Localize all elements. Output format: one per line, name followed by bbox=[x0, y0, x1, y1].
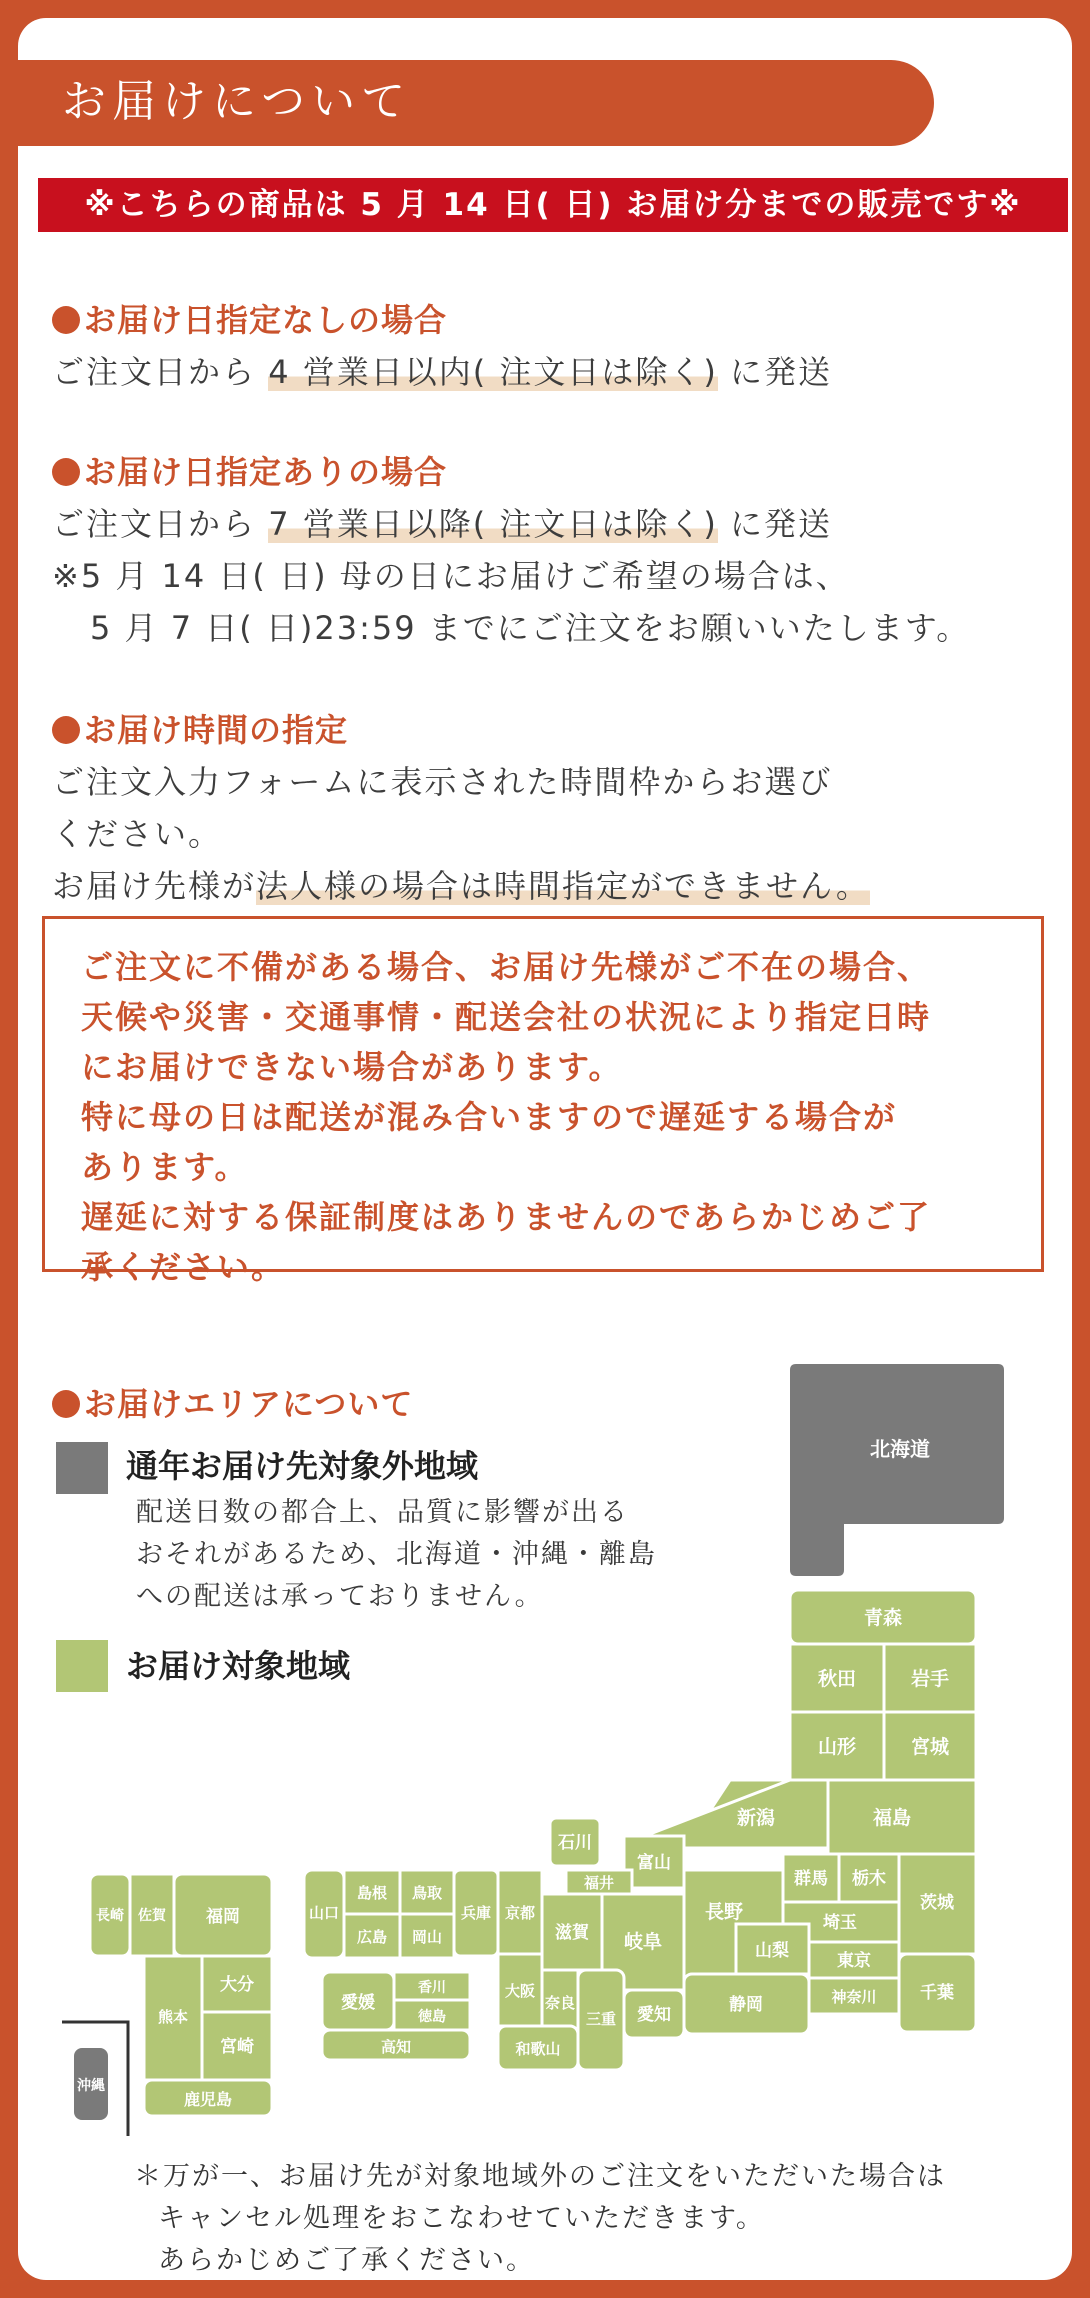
map-label-hokkaido: 北海道 bbox=[870, 1437, 930, 1461]
map-label-gunma: 群馬 bbox=[794, 1869, 828, 1889]
footnote-line: キャンセル処理をおこなわせていただきます。 bbox=[158, 2203, 765, 2234]
map-label-nagano: 長野 bbox=[704, 1901, 744, 1923]
sales-period-notice: ※こちらの商品は 5 月 14 日( 日) お届け分までの販売です※ bbox=[38, 178, 1068, 232]
japan-delivery-map bbox=[18, 18, 1072, 2280]
excluded-legend-title: 通年お届け先対象外地域 bbox=[126, 1447, 479, 1485]
mothers-day-note-1: ※5 月 14 日( 日) 母の日にお届けご希望の場合は、 bbox=[52, 557, 850, 595]
map-label-gifu: 岐阜 bbox=[623, 1931, 663, 1953]
no-date-line-pre: ご注文日から bbox=[52, 353, 257, 391]
with-date-heading-text: お届け日指定ありの場合 bbox=[84, 453, 448, 491]
map-label-kagoshima: 鹿児島 bbox=[183, 2090, 233, 2109]
map-label-chiba: 千葉 bbox=[920, 1983, 954, 2003]
map-label-tochigi: 栃木 bbox=[852, 1869, 886, 1889]
map-label-hiroshima: 広島 bbox=[356, 1928, 388, 1946]
caution-line: あります。 bbox=[81, 1148, 249, 1186]
map-label-yamaguchi: 山口 bbox=[308, 1904, 340, 1922]
map-label-osaka: 大阪 bbox=[504, 1982, 536, 2000]
map-label-mie: 三重 bbox=[585, 2010, 617, 2028]
map-label-oita: 大分 bbox=[220, 1975, 254, 1995]
map-label-shizuoka: 静岡 bbox=[729, 1995, 763, 2015]
map-label-wakayama: 和歌山 bbox=[515, 2040, 561, 2058]
footnote-line: ＊万が一、お届け先が対象地域外のご注文をいただいた場合は bbox=[134, 2161, 946, 2192]
mothers-day-note-2: 5 月 7 日( 日)23:59 までにご注文をお願いいたします。 bbox=[90, 609, 971, 647]
map-label-yamanashi: 山梨 bbox=[755, 1941, 789, 1961]
map-label-kanagawa: 神奈川 bbox=[831, 1988, 877, 2006]
no-date-line-post: に発送 bbox=[730, 353, 833, 391]
map-label-kyoto: 京都 bbox=[504, 1904, 536, 1922]
map-label-kagawa: 香川 bbox=[418, 1980, 446, 1996]
no-date-line-highlight: 4 営業日以内( 注文日は除く) bbox=[268, 353, 718, 391]
time-heading-text: お届け時間の指定 bbox=[84, 711, 349, 749]
region-hokkaido bbox=[790, 1364, 1004, 1576]
map-label-ibaraki: 茨城 bbox=[920, 1893, 954, 1913]
map-label-okayama: 岡山 bbox=[411, 1928, 443, 1946]
no-date-heading-text: お届け日指定なしの場合 bbox=[84, 301, 448, 339]
caution-line: にお届けできない場合があります。 bbox=[81, 1048, 623, 1086]
map-label-kochi: 高知 bbox=[380, 2038, 412, 2056]
excluded-desc-line: 配送日数の都合上、品質に影響が出る bbox=[136, 1497, 629, 1528]
map-label-miyagi: 宮城 bbox=[910, 1736, 950, 1758]
with-date-line-highlight: 7 営業日以降( 注文日は除く) bbox=[268, 505, 718, 543]
map-label-tottori: 鳥取 bbox=[411, 1884, 443, 1902]
map-label-nagasaki: 長崎 bbox=[96, 1908, 124, 1924]
included-legend-title: お届け対象地域 bbox=[126, 1647, 351, 1685]
map-label-yamagata: 山形 bbox=[817, 1736, 857, 1758]
map-label-saga: 佐賀 bbox=[138, 1908, 166, 1924]
map-label-fukuoka: 福岡 bbox=[206, 1907, 240, 1927]
map-label-iwate: 岩手 bbox=[910, 1668, 950, 1690]
time-line-1: ご注文入力フォームに表示された時間枠からお選び bbox=[52, 763, 833, 801]
map-label-shimane: 島根 bbox=[356, 1884, 388, 1902]
map-label-toyama: 富山 bbox=[637, 1853, 671, 1873]
map-label-tokyo: 東京 bbox=[837, 1951, 871, 1971]
caution-line: 遅延に対する保証制度はありませんのであらかじめご了 bbox=[81, 1198, 932, 1236]
map-label-ehime: 愛媛 bbox=[341, 1993, 375, 2013]
excluded-desc-line: おそれがあるため、北海道・沖縄・離島 bbox=[136, 1539, 657, 1570]
time-line-3-highlight: 法人様の場合は時間指定ができません。 bbox=[256, 867, 870, 905]
caution-line: 特に母の日は配送が混み合いますので遅延する場合が bbox=[81, 1098, 898, 1136]
caution-line: 承ください。 bbox=[81, 1248, 286, 1286]
map-label-saitama: 埼玉 bbox=[823, 1913, 857, 1933]
page-title: お届けについて bbox=[62, 76, 412, 127]
excluded-desc-line: への配送は承っておりません。 bbox=[136, 1581, 544, 1612]
map-label-okinawa: 沖縄 bbox=[77, 2078, 105, 2094]
map-label-fukui: 福井 bbox=[583, 1874, 615, 1892]
caution-line: ご注文に不備がある場合、お届け先様がご不在の場合、 bbox=[81, 948, 932, 986]
map-label-nara: 奈良 bbox=[544, 1994, 576, 2012]
map-label-shiga: 滋賀 bbox=[555, 1923, 589, 1943]
time-line-2: ください。 bbox=[52, 815, 223, 853]
map-label-tokushima: 徳島 bbox=[418, 2009, 446, 2025]
map-label-niigata: 新潟 bbox=[736, 1807, 776, 1829]
map-label-akita: 秋田 bbox=[817, 1668, 857, 1690]
map-label-ishikawa: 石川 bbox=[558, 1833, 592, 1853]
with-date-line-pre: ご注文日から bbox=[52, 505, 257, 543]
map-label-miyazaki: 宮崎 bbox=[220, 2037, 254, 2057]
caution-line: 天候や災害・交通事情・配送会社の状況により指定日時 bbox=[81, 998, 932, 1036]
area-heading-text: お届けエリアについて bbox=[84, 1385, 414, 1423]
map-label-hyogo: 兵庫 bbox=[460, 1904, 492, 1922]
map-label-aichi: 愛知 bbox=[637, 2005, 671, 2025]
map-label-kumamoto: 熊本 bbox=[157, 2008, 189, 2026]
footnote-line: あらかじめご了承ください。 bbox=[158, 2245, 535, 2276]
map-label-aomori: 青森 bbox=[863, 1607, 903, 1629]
time-line-3-pre: お届け先様が bbox=[52, 867, 257, 905]
with-date-line-post: に発送 bbox=[730, 505, 833, 543]
delivery-info-card bbox=[18, 18, 1072, 2280]
map-label-fukushima: 福島 bbox=[872, 1807, 912, 1829]
